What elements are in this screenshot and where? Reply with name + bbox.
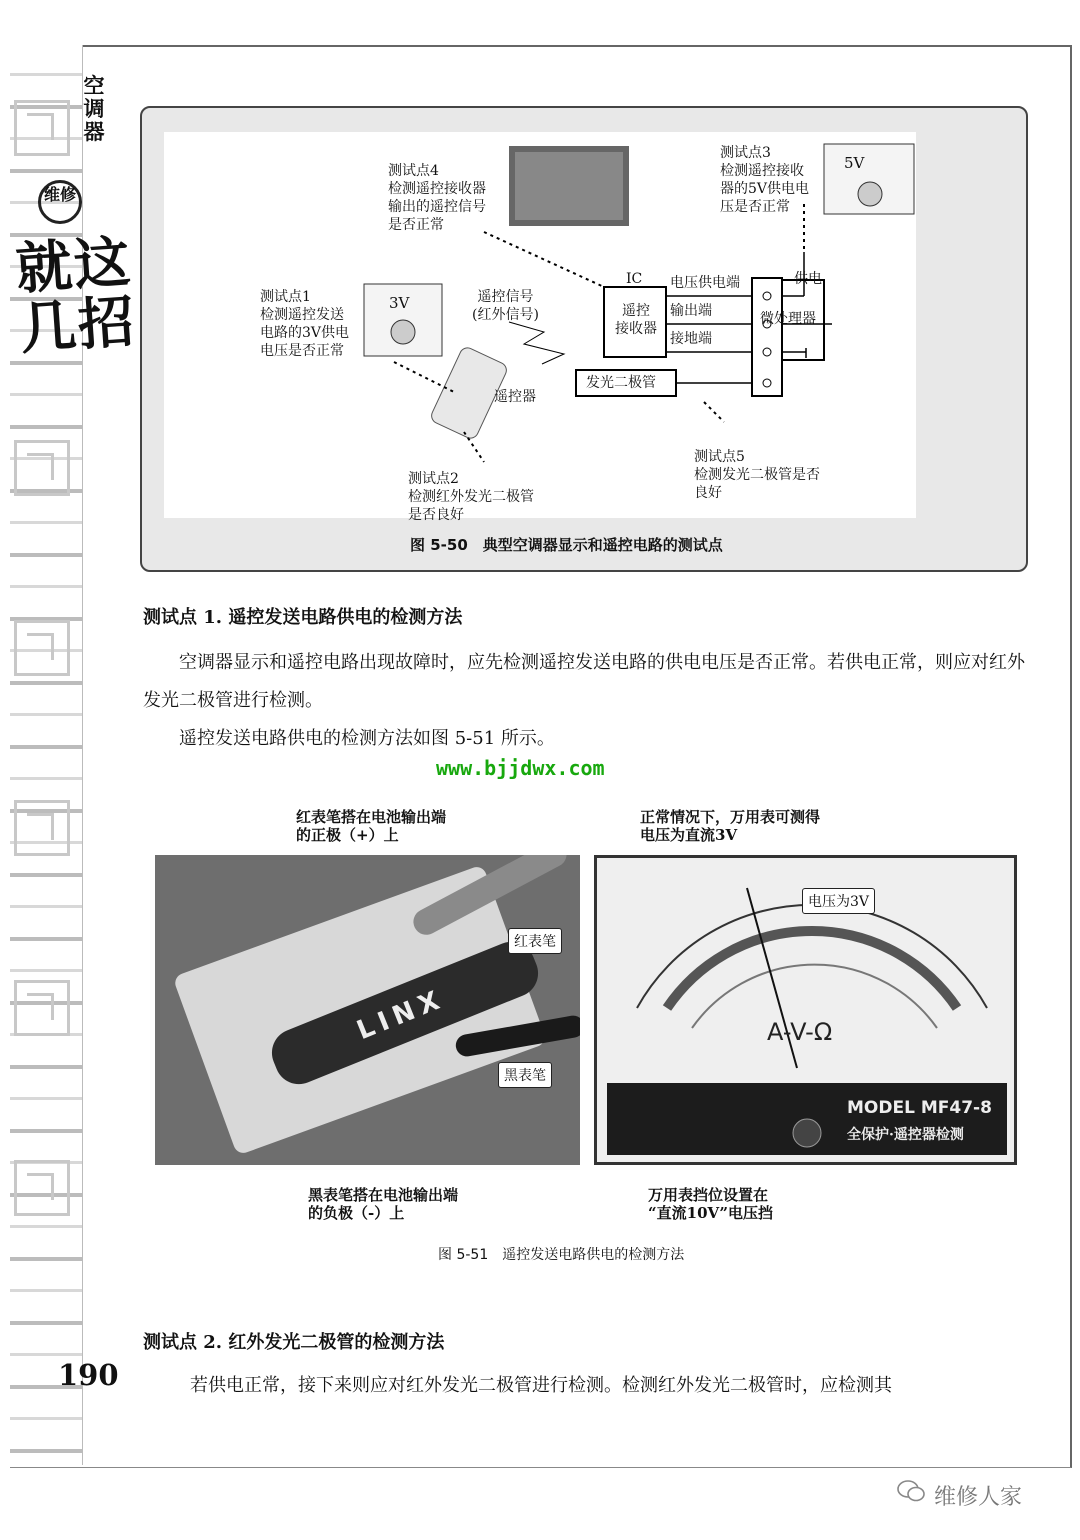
battery-brand: LINX (352, 983, 450, 1047)
fret-ornament (14, 620, 70, 676)
meter-range-note: 万用表挡位设置在 “直流10V”电压挡 (648, 1186, 774, 1222)
receiver-label: 遥控 接收器 (615, 303, 657, 337)
series-title: 就这几招 (13, 228, 139, 363)
fret-ornament (14, 100, 70, 156)
black-probe-label: 黑表笔 (498, 1062, 552, 1088)
watermark: 维修人家 (934, 1485, 1023, 1510)
ic-label: IC (626, 271, 643, 287)
meter-3v-reading: 3V (389, 294, 410, 312)
test-point-1-label: 测试点1 检测遥控发送 电路的3V供电 电压是否正常 (260, 289, 350, 359)
red-probe-note: 红表笔搭在电池输出端 的正极（+）上 (296, 808, 447, 844)
section-2-paragraph-1: 若供电正常，接下来则应对红外发光二极管进行检测。检测红外发光二极管时，应检测其 (190, 1375, 892, 1396)
section-2-heading: 测试点 2. 红外发光二极管的检测方法 (143, 1332, 445, 1353)
section-1-heading: 测试点 1. 遥控发送电路供电的检测方法 (143, 607, 463, 628)
website-url[interactable]: www.bjjdwx.com (436, 756, 605, 780)
test-point-3-label: 测试点3 检测遥控接收 器的5V供电电 压是否正常 (720, 145, 810, 215)
output-pin-label: 输出端 (670, 303, 712, 319)
black-probe-note: 黑表笔搭在电池输出端 的负极（-）上 (308, 1186, 459, 1222)
cpu-label: 微处理器 (760, 311, 816, 327)
normal-reading-note: 正常情况下，万用表可测得 电压为直流3V (640, 808, 821, 844)
figure-5-50-caption: 图 5-50 典型空调器显示和遥控电路的测试点 (410, 536, 723, 554)
fret-ornament (14, 1160, 70, 1216)
ground-pin-label: 接地端 (670, 331, 712, 347)
fret-ornament (14, 980, 70, 1036)
supply-pin-label: 电压供电端 (670, 275, 740, 291)
voltage-reading-label: 电压为3V (802, 888, 875, 914)
figure-5-51-caption: 图 5-51 遥控发送电路供电的检测方法 (438, 1247, 685, 1263)
supply-label: 供电 (794, 271, 822, 287)
signal-label: 遥控信号 (红外信号) (472, 289, 539, 323)
meter-5v-dial (858, 182, 882, 206)
meter-5v-reading: 5V (844, 154, 865, 172)
section-1-paragraph-2: 遥控发送电路供电的检测方法如图 5-51 所示。 (179, 728, 555, 749)
fret-ornament (14, 440, 70, 496)
wechat-icon (896, 1478, 926, 1504)
oscilloscope-grid (515, 152, 623, 220)
page-number: 190 (58, 1358, 119, 1392)
led-label: 发光二极管 (586, 375, 656, 391)
fret-ornament (14, 800, 70, 856)
battery-photo (155, 855, 580, 1165)
meter-subtitle: 全保护·遥控器检测 (847, 1127, 964, 1143)
test-point-5-label: 测试点5 检测发光二极管是否 良好 (694, 449, 820, 501)
logo: 维修 (38, 180, 82, 224)
chapter-label: 空调器 (83, 73, 105, 144)
meter-symbol: A-V-Ω (767, 1018, 833, 1046)
meter-3v-dial (391, 320, 415, 344)
figure-5-50-diagram (164, 132, 916, 523)
section-1-paragraph-1: 空调器显示和遥控电路出现故障时，应先检测遥控发送电路的供电电压是否正常。若供电正常，则应对红外发光二极管进行检测。 (143, 652, 1025, 711)
figure-5-50 (140, 106, 1028, 572)
test-point-4-label: 测试点4 检测遥控接收器 输出的遥控信号 是否正常 (388, 163, 486, 233)
meter-model: MODEL MF47-8 (847, 1098, 992, 1118)
red-probe-label: 红表笔 (508, 928, 562, 954)
test-point-2-label: 测试点2 检测红外发光二极管 是否良好 (408, 471, 534, 523)
remote-label: 遥控器 (494, 389, 536, 405)
